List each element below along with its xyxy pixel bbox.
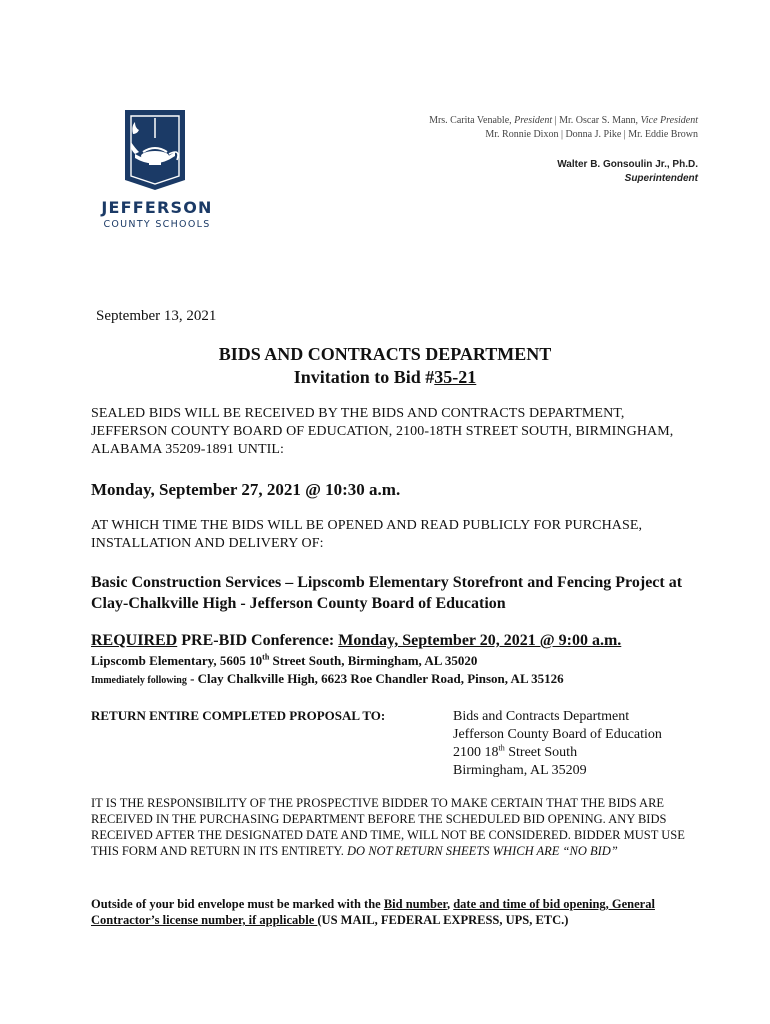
return-address: Bids and Contracts Department Jefferson County Board of Education 2100 18th Street South Birmingham, AL 35209 bbox=[453, 709, 662, 778]
prebid-site-1: Lipscomb Elementary, 5605 10th Street South, Birmingham, AL 35020 bbox=[91, 652, 478, 668]
logo-wordmark: JEFFERSON bbox=[101, 198, 213, 217]
department-title: BIDS AND CONTRACTS DEPARTMENT bbox=[218, 344, 552, 364]
invitation-heading bbox=[0, 367, 770, 388]
sealed-bids-notice: SEALED BIDS WILL BE RECEIVED BY THE BIDS AND CONTRACTS DEPARTMENT, JEFFERSON COUNTY BOARD OF EDUCATION, 2100-18TH STREET SOUTH, BIRMINGHAM, ALABAMA 35209-1891 UNTIL: bbox=[91, 406, 674, 457]
president-name: Mrs. Carita Venable, bbox=[429, 115, 512, 126]
invitation-prefix: Invitation to Bid # bbox=[293, 367, 435, 387]
prebid-required: REQUIRED bbox=[91, 632, 178, 649]
prebid-site-2: Immediately following - Clay Chalkville High, 6623 Roe Chandler Road, Pinson, AL 35126 bbox=[91, 671, 564, 686]
superintendent-name: Walter B. Gonsoulin Jr., Ph.D. bbox=[557, 159, 698, 170]
site2-prefix: Immediately following bbox=[91, 675, 187, 686]
board-officers: Mrs. Carita Venable, President | Mr. Oscar S. Mann, Vice President bbox=[429, 115, 698, 126]
vice-president-name: Mr. Oscar S. Mann, bbox=[559, 115, 639, 126]
logo-subtitle: COUNTY SCHOOLS bbox=[103, 219, 211, 230]
project-title: Basic Construction Services – Lipscomb Elementary Storefront and Fencing Project at Clay-Chalkville High - Jefferson County Board of Education bbox=[91, 574, 683, 612]
prebid-conference bbox=[91, 632, 621, 650]
prebid-label: PRE-BID Conference: bbox=[177, 632, 339, 649]
school-logo-lamp-icon bbox=[121, 108, 189, 190]
bid-number: 35-21 bbox=[434, 367, 477, 387]
opening-notice: AT WHICH TIME THE BIDS WILL BE OPENED AND READ PUBLICLY FOR PURCHASE, INSTALLATION AND DELIVERY OF: bbox=[91, 518, 643, 551]
envelope-marking-notice: Outside of your bid envelope must be marked with the Bid number, date and time of bid opening, General Contractor’s license number, if applicable (US MAIL, FEDERAL EXPRESS, UPS, ETC.) bbox=[91, 897, 655, 927]
prebid-date: Monday, September 20, 2021 @ 9:00 a.m. bbox=[338, 632, 622, 649]
responsibility-notice: IT IS THE RESPONSIBILITY OF THE PROSPECTIVE BIDDER TO MAKE CERTAIN THAT THE BIDS ARE RECEIVED IN THE PURCHASING DEPARTMENT BEFORE THE SCHEDULED BID OPENING. ANY BIDS RECEIVED AFTER THE DESIGNATED DATE AND TIME, WILL NOT BE CONSIDERED. BIDDER MUST USE THIS FORM AND RETURN IN ITS ENTIRETY. DO NOT RETURN SHEETS WHICH ARE “NO BID” bbox=[91, 796, 685, 858]
president-title: President bbox=[514, 115, 553, 126]
board-members: Mr. Ronnie Dixon | Donna J. Pike | Mr. Eddie Brown bbox=[485, 129, 698, 140]
return-label: RETURN ENTIRE COMPLETED PROPOSAL TO: bbox=[91, 708, 386, 723]
letter-date: September 13, 2021 bbox=[96, 308, 217, 324]
superintendent-title: Superintendent bbox=[624, 173, 698, 184]
bid-deadline: Monday, September 27, 2021 @ 10:30 a.m. bbox=[91, 480, 401, 499]
vice-president-title: Vice President bbox=[640, 115, 698, 126]
